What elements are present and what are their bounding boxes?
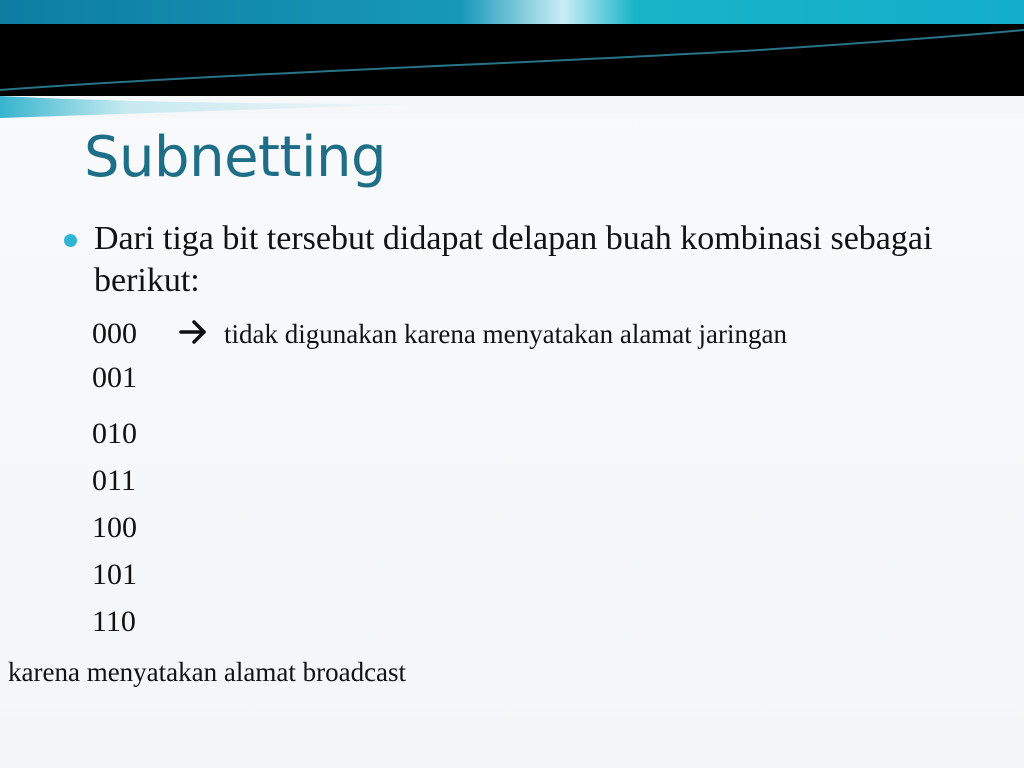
bullet-dot-icon — [64, 234, 77, 247]
header-banner — [0, 0, 1024, 118]
combination-010: 010 — [92, 417, 137, 450]
note-network-address: tidak digunakan karena menyatakan alamat jaringan — [224, 319, 788, 349]
combination-101: 101 — [92, 558, 137, 591]
combination-011: 011 — [92, 464, 136, 497]
note-broadcast-address: karena menyatakan alamat broadcast — [8, 657, 407, 687]
combination-100: 100 — [92, 511, 137, 544]
combination-001: 001 — [92, 361, 137, 394]
slide-title: Subnetting — [84, 125, 387, 190]
combination-110: 110 — [92, 605, 136, 638]
arrow-right-icon — [178, 318, 208, 346]
combination-000: 000 — [92, 317, 137, 350]
bullet-text: Dari tiga bit tersebut didapat delapan buah kombinasi sebagai berikut: — [94, 220, 933, 299]
